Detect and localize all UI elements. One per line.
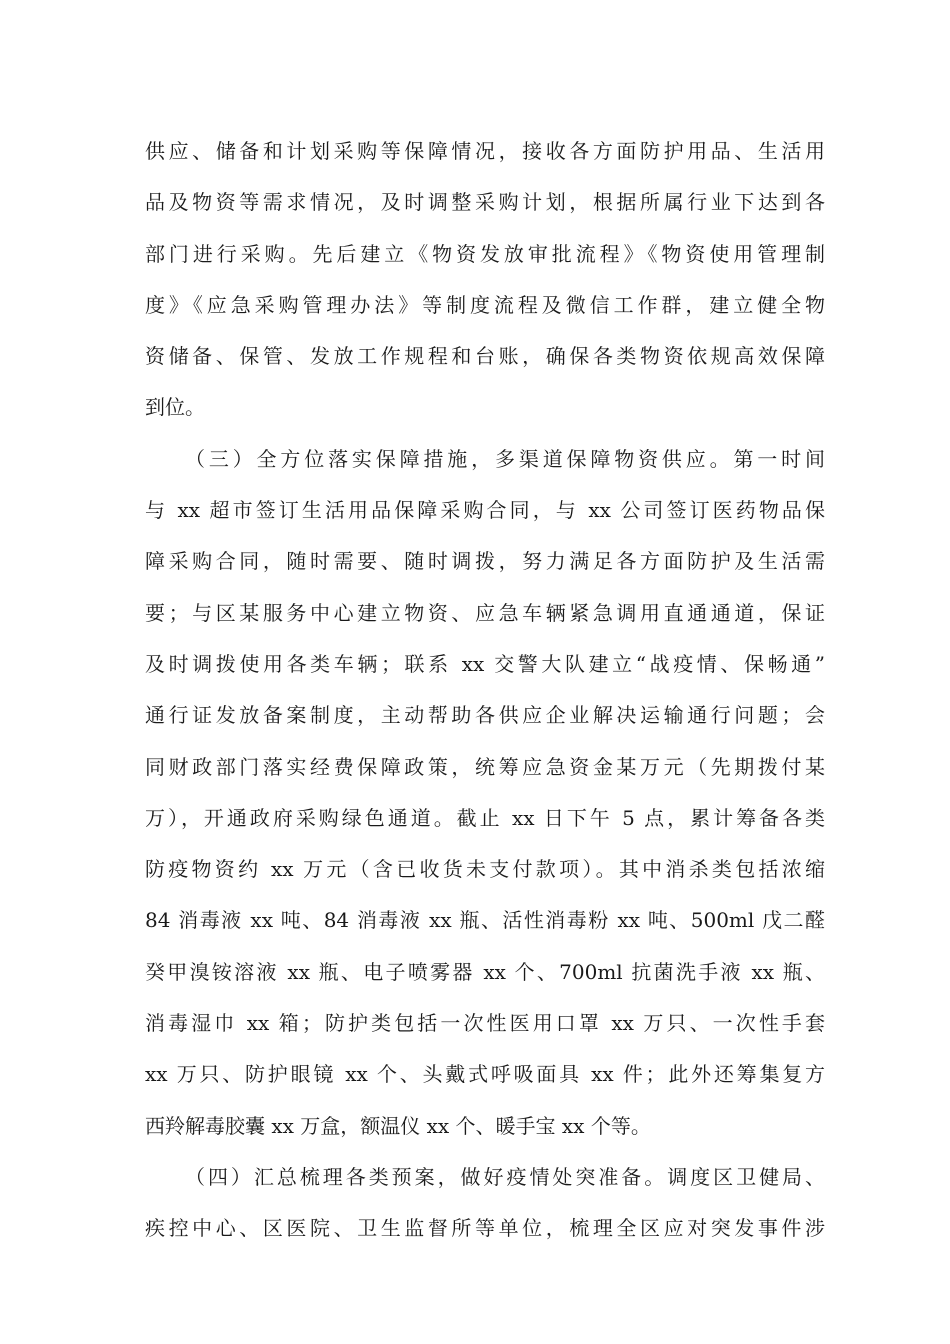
text-line: 防疫物资约 xx 万元（含已收货未支付款项）。其中消杀类包括浓缩 bbox=[145, 857, 825, 882]
text-line: 供应、储备和计划采购等保障情况，接收各方面防护用品、生活用 bbox=[145, 139, 825, 163]
text-line: 疾控中心、区医院、卫生监督所等单位，梳理全区应对突发事件涉 bbox=[145, 1216, 825, 1241]
text-line: （三）全方位落实保障措施，多渠道保障物资供应。第一时间 bbox=[185, 446, 825, 471]
text-line: 与 xx 超市签订生活用品保障采购合同，与 xx 公司签订医药物品保 bbox=[145, 498, 825, 523]
text-line: 同财政部门落实经费保障政策，统筹应急资金某万元（先期拨付某 bbox=[145, 754, 825, 779]
text-line: 癸甲溴铵溶液 xx 瓶、电子喷雾器 xx 个、700ml 抗菌洗手液 xx 瓶、 bbox=[145, 959, 825, 984]
text-line: （四）汇总梳理各类预案，做好疫情处突准备。调度区卫健局、 bbox=[185, 1164, 825, 1189]
text-line: 通行证发放备案制度，主动帮助各供应企业解决运输通行问题；会 bbox=[145, 703, 825, 728]
text-line: 到位。 bbox=[145, 395, 205, 420]
text-line: 西羚解毒胶囊 xx 万盒，额温仪 xx 个、暖手宝 xx 个等。 bbox=[145, 1113, 651, 1138]
text-line: 及时调拨使用各类车辆；联系 xx 交警大队建立“战疫情、保畅通” bbox=[145, 651, 825, 676]
text-line: 品及物资等需求情况，及时调整采购计划，根据所属行业下达到各 bbox=[145, 190, 825, 215]
text-line: 部门进行采购。先后建立《物资发放审批流程》《物资使用管理制 bbox=[145, 241, 825, 266]
text-line: 资储备、保管、发放工作规程和台账，确保各类物资依规高效保障 bbox=[145, 344, 825, 369]
text-line: xx 万只、防护眼镜 xx 个、头戴式呼吸面具 xx 件；此外还筹集复方 bbox=[145, 1062, 825, 1087]
text-line: 度》《应急采购管理办法》等制度流程及微信工作群，建立健全物 bbox=[145, 292, 825, 317]
text-line: 消毒湿巾 xx 箱；防护类包括一次性医用口罩 xx 万只、一次性手套 bbox=[145, 1011, 825, 1036]
text-line: 84 消毒液 xx 吨、84 消毒液 xx 瓶、活性消毒粉 xx 吨、500ml 戊二醛 bbox=[145, 908, 825, 933]
text-line: 要；与区某服务中心建立物资、应急车辆紧急调用直通通道，保证 bbox=[145, 600, 825, 625]
text-line: 万），开通政府采购绿色通道。截止 xx 日下午 5 点，累计筹备各类 bbox=[145, 805, 825, 830]
text-line: 障采购合同，随时需要、随时调拨，努力满足各方面防护及生活需 bbox=[145, 549, 825, 574]
document-body bbox=[145, 126, 825, 1255]
